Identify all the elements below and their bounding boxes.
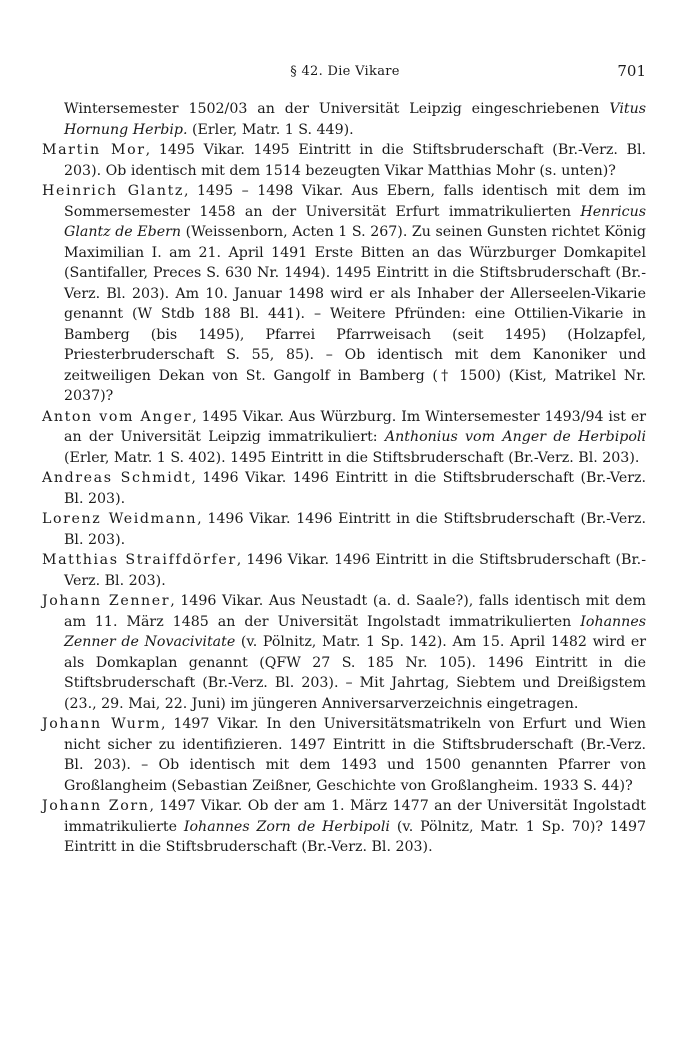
entry-text: (Erler, Matr. 1 S. 449). xyxy=(187,121,354,138)
running-head: § 42. Die Vikare xyxy=(290,64,400,79)
entry-text: , 1496 Vikar. 1496 Eintritt in die Stiftsbruderschaft (Br.-Verz. Bl. 203). xyxy=(64,511,646,548)
page-header xyxy=(40,64,650,86)
vicar-name: Matthias Straiffdörfer xyxy=(42,552,237,568)
vicar-name: Johann Zenner xyxy=(42,593,171,609)
vicar-name: Johann Zorn xyxy=(42,798,150,814)
vicar-entry xyxy=(42,468,646,509)
vicar-entry xyxy=(42,714,646,796)
vicar-entry xyxy=(42,550,646,591)
vicar-entry xyxy=(42,796,646,858)
latin-name: Anthonius vom Anger de Herbipoli xyxy=(384,429,646,445)
entry-text: , 1496 Vikar. 1496 Eintritt in die Stiftsbruderschaft (Br.-Verz. Bl. 203). xyxy=(64,552,646,589)
latin-name: Vitus Hornung Herbip. xyxy=(64,101,646,138)
vicar-entry xyxy=(42,591,646,714)
latin-name: Iohannes Zorn de Herbipoli xyxy=(183,818,390,835)
entry-text: , 1495 Vikar. 1495 Eintritt in die Stiftsbruderschaft (Br.-Verz. Bl. 203). Ob identisch mit dem 1514 bezeugten Vikar Matthias Mohr (s. unten)? xyxy=(64,142,646,179)
vicar-entry xyxy=(42,140,646,181)
vicar-name: Andreas Schmidt xyxy=(42,470,192,486)
vicar-name: Heinrich Glantz xyxy=(42,183,184,199)
page-number: 701 xyxy=(617,62,646,80)
entry-text: (v. Pölnitz, Matr. 1 Sp. 70)? 1497 Eintritt in die Stiftsbruderschaft (Br.-Verz. Bl. 203). xyxy=(64,818,646,855)
vicar-entry xyxy=(42,509,646,550)
entry-text: , 1496 Vikar. 1496 Eintritt in die Stiftsbruderschaft (Br.-Verz. Bl. 203). xyxy=(64,470,647,507)
vicar-entry xyxy=(42,407,646,469)
vicar-name: Anton vom Anger xyxy=(42,408,193,425)
entry-text: (v. Pölnitz, Matr. 1 Sp. 142). Am 15. April 1482 wird er als Domkaplan genannt (QFW 27 S. 185 Nr. 105). 1496 Eintritt in die Stiftsbruderschaft (Br.-Verz. Bl. 203). – Mit Jahrtag, Siebtem und Dreißigstem (23., 29. Mai, 22. Juni) im jüngeren Anniversarverzeichnis eingetragen. xyxy=(64,634,646,712)
entry-text: Wintersemester 1502/03 an der Universität Leipzig eingeschriebenen xyxy=(64,101,610,117)
entry-text: (Erler, Matr. 1 S. 402). 1495 Eintritt in die Stiftsbruderschaft (Br.-Verz. Bl. 203). xyxy=(64,449,640,466)
entry-text: , 1495 – 1498 Vikar. Aus Ebern, falls identisch mit dem im Sommersemester 1458 an der Universität Erfurt immatrikulierten xyxy=(64,183,647,220)
vicar-name: Lorenz Weidmann xyxy=(42,511,198,527)
latin-name: Iohannes Zenner de Novacivitate xyxy=(64,613,646,650)
vicar-entry xyxy=(42,99,646,140)
vicar-name: Martin Mor xyxy=(42,142,146,158)
vicar-name: Johann Wurm xyxy=(42,716,161,732)
latin-name: Henricus Glantz de Ebern xyxy=(64,203,646,240)
vicar-entry xyxy=(42,181,646,407)
entry-text: , 1496 Vikar. Aus Neustadt (a. d. Saale?), falls identisch mit dem am 11. März 1485 an der Universität Ingolstadt immatrikulierten xyxy=(64,593,647,630)
entry-text: (Weissenborn, Acten 1 S. 267). Zu seinen Gunsten richtet König Maximilian I. am 21. April 1491 Erste Bitten an das Würzburger Domkapitel (Santifaller, Preces S. 630 Nr. 1494). 1495 Eintritt in die Stiftsbruderschaft (Br.-Verz. Bl. 203). Am 10. Januar 1498 wird er als Inhaber der Allerseelen-Vikarie genannt (W Stdb 188 Bl. 441). – Weitere Pfründen: eine Ottilien-Vikarie in Bamberg (bis 1495), Pfarrei Pfarrweisach (seit 1495) (Holzapfel, Priesterbruderschaft S. 55, 85). – Ob identisch mit dem Kanoniker und zeitweiligen Dekan von St. Gangolf in Bamberg († 1500) (Kist, Matrikel Nr. 2037)? xyxy=(64,224,646,404)
entry-text: , 1497 Vikar. Ob der am 1. März 1477 an der Universität Ingolstadt immatrikulierte xyxy=(64,798,647,835)
entry-list xyxy=(42,99,646,858)
entry-text: , 1495 Vikar. Aus Würzburg. Im Wintersemester 1493/94 ist er an der Universität Leipzig immatrikuliert: xyxy=(64,408,647,445)
entry-text: , 1497 Vikar. In den Universitätsmatrikeln von Erfurt und Wien nicht sicher zu identifizieren. 1497 Eintritt in die Stiftsbruderschaft (Br.-Verz. Bl. 203). – Ob identisch mit dem 1493 und 1500 genannten Pfarrer von Großlangheim (Sebastian Zeißner, Geschichte von Großlangheim. 1933 S. 44)? xyxy=(64,716,647,794)
